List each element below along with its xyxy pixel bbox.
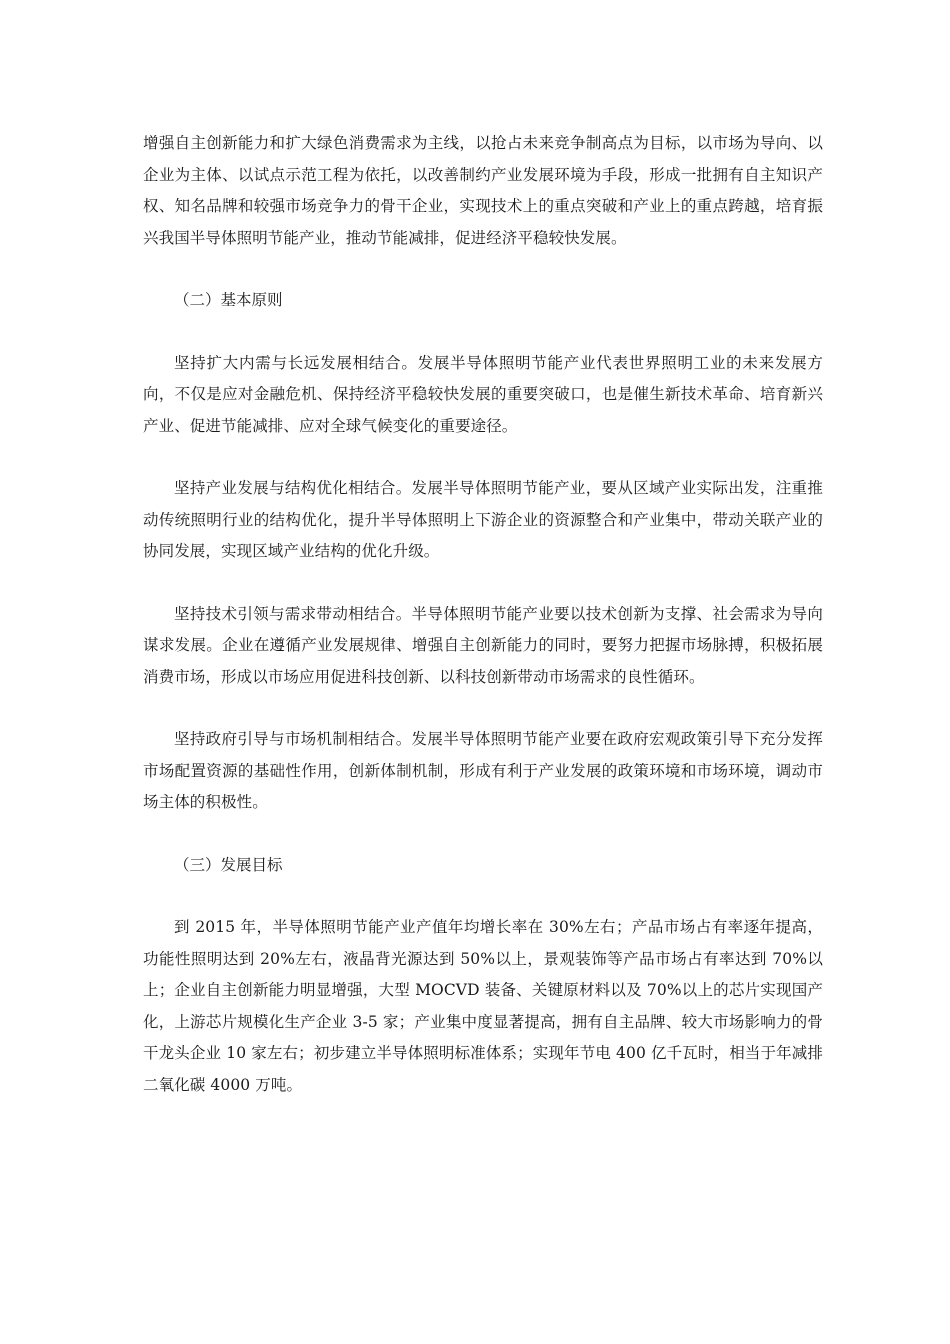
paragraph-principle-technology-demand: 坚持技术引领与需求带动相结合。半导体照明节能产业要以技术创新为支撑、社会需求为导向谋求发展。企业在遵循产业发展规律、增强自主创新能力的同时，要努力把握市场脉搏，积极拓展消费市场，形成以市场应用促进科技创新、以科技创新带动市场需求的良性循环。 [143, 604, 823, 686]
section-heading-basic-principles: （二）基本原则 [174, 291, 283, 309]
section-heading-development-goals: （三）发展目标 [174, 855, 283, 874]
paragraph-principle-structure-optimization: 坚持产业发展与结构优化相结合。发展半导体照明节能产业，要从区域产业实际出发，注重推动传统照明行业的结构优化，提升半导体照明上下游企业的资源整合和产业集中，带动关联产业的协同发展，实现区域产业结构的优化升级。 [143, 479, 823, 560]
paragraph-principle-government-market: 坚持政府引导与市场机制相结合。发展半导体照明节能产业要在政府宏观政策引导下充分发挥市场配置资源的基础性作用，创新体制机制，形成有利于产业发展的政策环境和市场环境，调动市场主体的积极性。 [143, 730, 823, 811]
paragraph-development-goals-2015: 到 2015 年，半导体照明节能产业产值年均增长率在 30%左右；产品市场占有率逐年提高，功能性照明达到 20%左右，液晶背光源达到 50%以上，景观装饰等产品市场占有率达到 70%以上；企业自主创新能力明显增强，大型 MOCVD 装备、关键原材料以及 70%以上的芯片实现国产化，上游芯片规模化生产企业 3-5 家；产业集中度显著提高，拥有自主品牌、较大市场影响力的骨干龙头企业 10 家左右；初步建立半导体照明标准体系；实现年节电 400 亿千瓦时，相当于年减排二氧化碳 4000 万吨。 [143, 918, 823, 1094]
paragraph-principle-domestic-demand: 坚持扩大内需与长远发展相结合。发展半导体照明节能产业代表世界照明工业的未来发展方向，不仅是应对金融危机、保持经济平稳较快发展的重要突破口，也是催生新技术革命、培育新兴产业、促进节能减排、应对全球气候变化的重要途径。 [143, 353, 823, 435]
document-page [143, 128, 823, 1132]
paragraph-guiding-ideology-continued: 增强自主创新能力和扩大绿色消费需求为主线，以抢占未来竞争制高点为目标，以市场为导向、以企业为主体、以试点示范工程为依托，以改善制约产业发展环境为手段，形成一批拥有自主知识产权、知名品牌和较强市场竞争力的骨干企业，实现技术上的重点突破和产业上的重点跨越，培育振兴我国半导体照明节能产业，推动节能减排，促进经济平稳较快发展。 [143, 134, 823, 247]
